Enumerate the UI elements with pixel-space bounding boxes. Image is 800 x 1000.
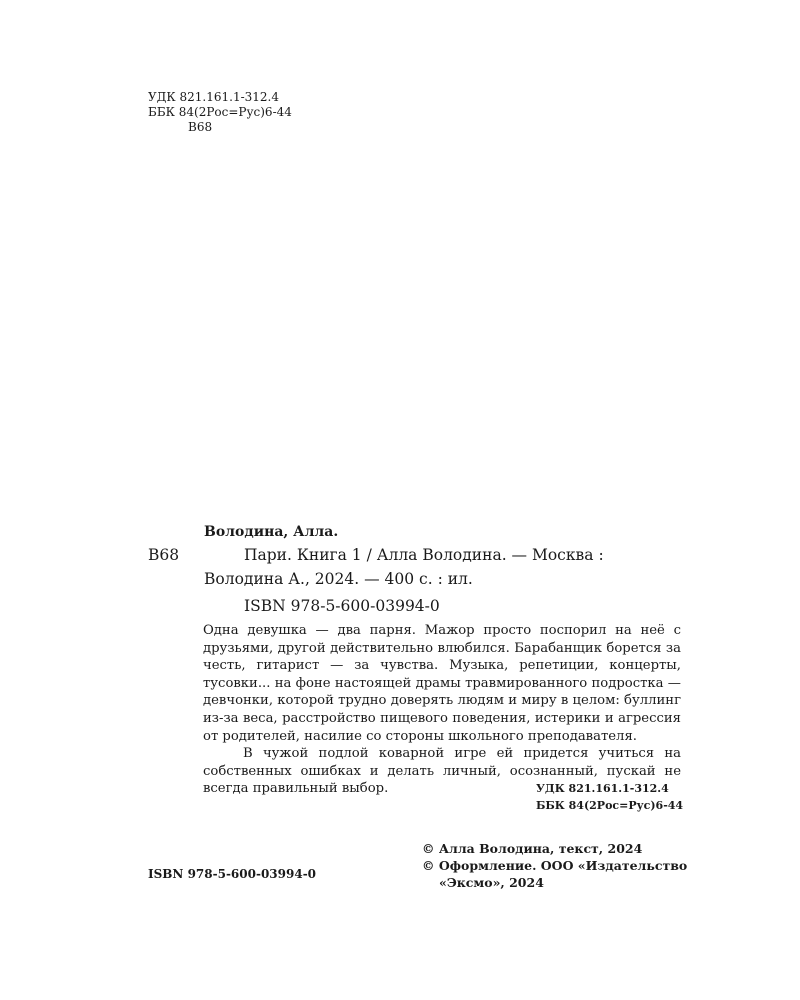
bibliographic-publisher-line: Володина А., 2024. — 400 с. : ил. [204,570,473,588]
copyright-text: © Алла Володина, текст, 2024 [422,841,643,856]
author-sign-left: В68 [148,546,180,564]
annotation [203,622,681,798]
annotation-paragraph: Одна девушка — два парня. Мажор просто поспорил на неё с друзьями, другой действительно влюбился. Барабанщик борется за честь, гитарист — за чувства. Музыка, репетиции, концерты, тусовки... на фоне настоящей драмы травмированного подростка — девчонки, которой трудно доверять людям и миру в целом: буллинг из-за веса, расстройство пищевого поведения, истерики и агрессия от родителей, насилие со стороны школьного преподавателя. [203,623,681,744]
bibliographic-title-line: Пари. Книга 1 / Алла Володина. — Москва : [244,546,604,564]
copyright-design: © Оформление. ООО «Издательство [422,858,688,873]
udk-code: УДК 821.161.1-312.4 [536,782,669,795]
classification-codes-bottom [536,780,683,814]
copyright-block [422,840,687,891]
bbk-code: ББК 84(2Рос=Рус)6-44 [148,105,292,119]
annotation-paragraph: В чужой подлой коварной игре ей придется учиться на собственных ошибках и делать личный, осознанный, пускай не всегда правильный выбор. [203,746,681,797]
classification-codes-top [148,90,292,135]
udk-code: УДК 821.161.1-312.4 [148,90,280,104]
author-heading: Володина, Алла. [204,524,339,540]
isbn-bottom: ISBN 978-5-600-03994-0 [148,867,317,881]
author-sign: В68 [188,120,213,134]
bbk-code: ББК 84(2Рос=Рус)6-44 [536,799,684,812]
copyright-publisher: «Эксмо», 2024 [439,875,544,890]
isbn-main: ISBN 978-5-600-03994-0 [244,597,440,615]
